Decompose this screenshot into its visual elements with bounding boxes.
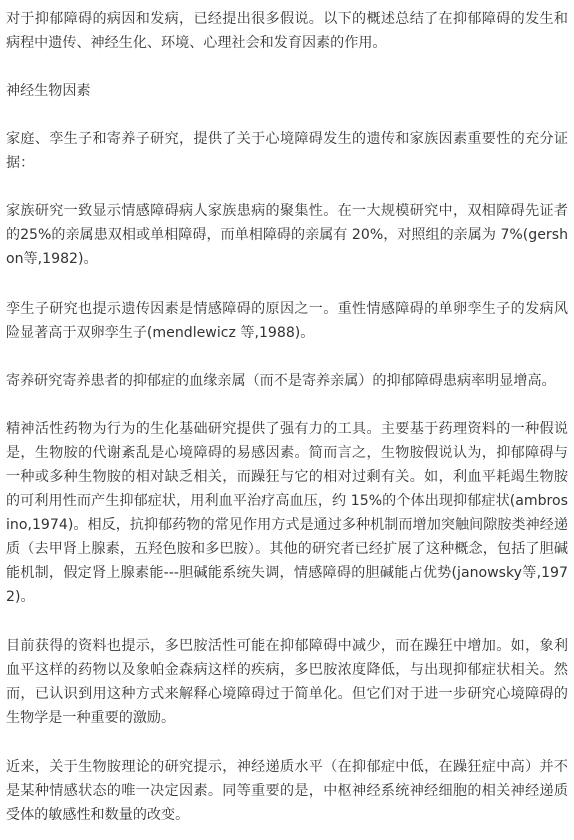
evidence-paragraph: 家庭、孪生子和寄养子研究，提供了关于心境障碍发生的遗传和家族因素重要性的充分证据： xyxy=(6,131,568,171)
dopamine-paragraph: 目前获得的资料也提示，多巴胺活性可能在抑郁障碍中减少，而在躁狂中增加。如，象利血平这样的药物以及象帕金森病这样的疾病，多巴胺浓度降低，与出现抑郁症状相关。然而，已认识到用这种方式来解释心境障碍过于简单化。但它们对于进一步研究心境障碍的生物学是一种重要的激励。 xyxy=(6,638,568,726)
pharmacology-paragraph: 精神活性药物为行为的生化基础研究提供了强有力的工具。主要基于药理资料的一种假说是，生物胺的代谢紊乱是心境障碍的易感因素。简而言之，生物胺假说认为，抑郁障碍与一种或多种生物胺的相对缺乏相关，而躁狂与它的相对过剩有关。如，利血平耗竭生物胺的可利用性而产生抑郁症状，用利血平治疗高血压，约 15%的个体出现抑郁症状(ambrosino,1974)。相反，抗抑郁药物的常见作用方式是通过多种机制而增加突触间隙胺类神经递质（去甲肾上腺素，五羟色胺和多巴胺）。其他的研究者已经扩展了这种概念，包括了胆碱能机制，假定肾上腺素能---胆碱能系统失调，情感障碍的胆碱能占优势(janowsky等,1972)。 xyxy=(6,421,568,605)
adoption-study-paragraph: 寄养研究寄养患者的抑郁症的血缘亲属（而不是寄养亲属）的抑郁障碍患病率明显增高。 xyxy=(6,373,556,389)
twin-study-paragraph: 孪生子研究也提示遗传因素是情感障碍的原因之一。重性情感障碍的单卵孪生子的发病风险显著高于双卵孪生子(mendlewicz 等,1988)。 xyxy=(6,301,568,341)
section-heading: 神经生物因素 xyxy=(6,83,91,99)
family-study-paragraph: 家族研究一致显示情感障碍病人家族患病的聚集性。在一大规模研究中，双相障碍先证者的25%的亲属患双相或单相障碍，而单相障碍的亲属有 20%，对照组的亲属为 7%(gershon等,1982)。 xyxy=(6,203,568,267)
intro-paragraph: 对于抑郁障碍的病因和发病，已经提出很多假说。以下的概述总结了在抑郁障碍的发生和病程中遗传、神经生化、环境、心理社会和发育因素的作用。 xyxy=(6,11,568,51)
recent-research-paragraph: 近来，关于生物胺理论的研究提示，神经递质水平（在抑郁症中低，在躁狂症中高）并不是某种情感状态的唯一决定因素。同等重要的是，中枢神经系统神经细胞的相关神经递质受体的敏感性和数量的改变。 xyxy=(6,759,568,823)
